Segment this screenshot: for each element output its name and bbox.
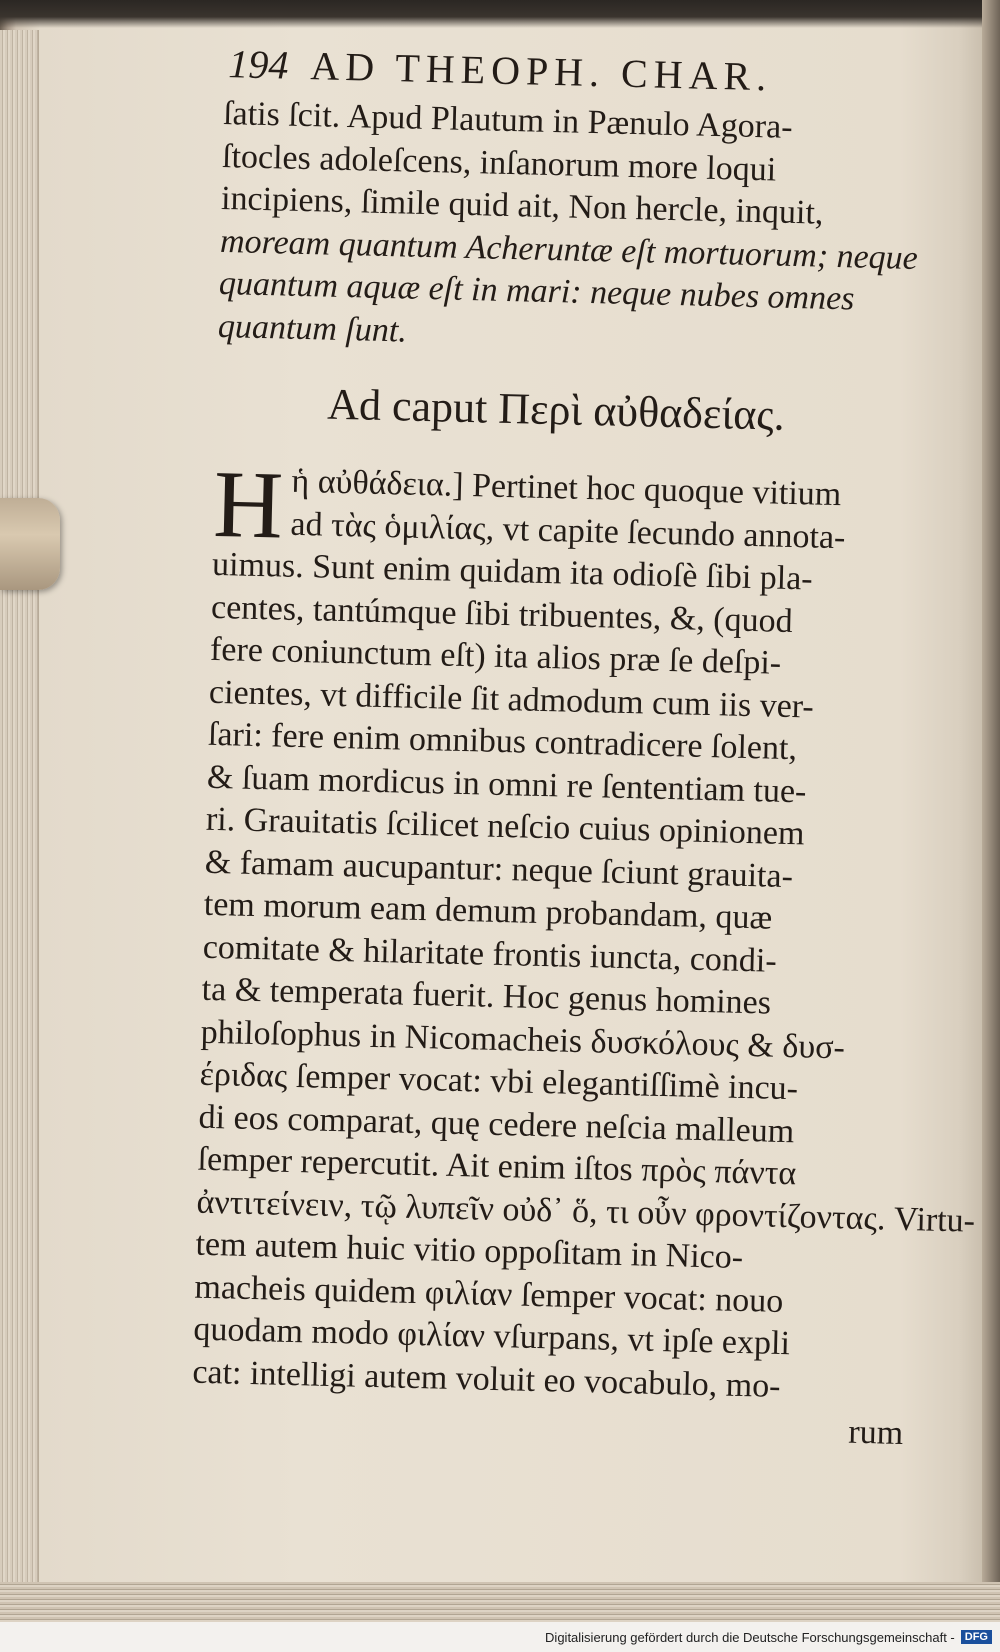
text-line: & famam aucupantur: neque ſciunt grauita- [204, 843, 794, 895]
text-line: tem morum eam demum probandam, quæ [203, 885, 773, 937]
page-text [191, 40, 976, 1453]
text-line: ad τὰς ὁμιλίας, vt capite ſecundo annota- [290, 505, 846, 556]
page-edge-right [982, 0, 1000, 1600]
text-line: ἡ αὐθάδεια.] Pertinet hoc quoque vitium [291, 462, 842, 514]
text-line: cientes, vt difficile ſit admodum cum iis ver- [208, 673, 815, 726]
chapter-heading: Ad caput Περὶ αὐθαδείας. [326, 379, 786, 440]
text-line: quantum aquæ eſt in mari: neque nubes omnes [218, 264, 855, 318]
page-edge-bottom [0, 1582, 1000, 1622]
text-line: ἀντιτείνειν, τῷ λυπεῖν οὐδ᾽ ὅ, τι οὖν φροντίζοντας. Virtu- [196, 1183, 976, 1240]
text-line: ſtocles adoleſcens, inſanorum more loqui [221, 137, 777, 189]
text-line: quodam modo φιλίαν vſurpans, vt ipſe expli [193, 1310, 791, 1363]
paragraph-2 [192, 449, 976, 1411]
text-line: philoſophus in Nicomacheis δυσκόλους & δυσ- [200, 1013, 846, 1066]
paragraph-1 [217, 93, 943, 366]
page-number: 194 [227, 41, 289, 88]
text-line: ſatis ſcit. Apud Plautum in Pænulo Agora- [222, 94, 793, 146]
text-line: ta & temperata fuerit. Hoc genus homines [201, 970, 772, 1022]
text-line: fere coniunctum eſt) ita alios præ ſe deſpi- [209, 630, 782, 682]
drop-capital: H [212, 449, 285, 559]
text-line: & ſuam mordicus in omni re ſententiam tue- [206, 758, 807, 810]
text-line: comitate & hilaritate frontis iuncta, condi- [202, 928, 778, 980]
text-line: incipiens, ſimile quid ait, Non hercle, inquit, [220, 179, 824, 232]
top-shadow [0, 0, 1000, 28]
bookmark-ribbon [0, 498, 60, 590]
footer-credit: Digitalisierung gefördert durch die Deutsche Forschungsgemeinschaft - [545, 1629, 955, 1645]
text-line: tem autem huic vitio oppoſitam in Nico- [195, 1225, 744, 1277]
text-line: έριδας ſemper vocat: vbi elegantiſſimè incu- [199, 1055, 799, 1108]
page-edge-left [0, 30, 39, 1590]
text-line: macheis quidem φιλίαν ſemper vocat: nouo [194, 1268, 784, 1320]
text-line: uimus. Sunt enim quidam ita odioſè ſibi pla- [211, 545, 814, 598]
text-line: moream quantum Acheruntæ eſt mortuorum; neque [219, 222, 919, 277]
text-line: cat: intelligi autem voluit eo vocabulo, mo- [192, 1353, 781, 1405]
text-line: ri. Grauitatis ſcilicet neſcio cuius opinionem [205, 800, 805, 853]
digitization-footer [0, 1622, 1000, 1652]
text-line: quantum ſunt. [217, 307, 408, 350]
text-line: ſari: fere enim omnibus contradicere ſolent, [207, 715, 798, 768]
text-line: ſemper repercutit. Ait enim iſtos πρὸς πάντα [197, 1140, 797, 1193]
dfg-logo: DFG [961, 1630, 992, 1644]
text-line: di eos comparat, quę cedere neſcia malleum [198, 1098, 795, 1150]
catchword: rum [847, 1413, 904, 1452]
text-line: centes, tantúmque ſibi tribuentes, &, (quod [210, 588, 794, 640]
running-head-title: AD THEOPH. CHAR. [309, 43, 773, 100]
